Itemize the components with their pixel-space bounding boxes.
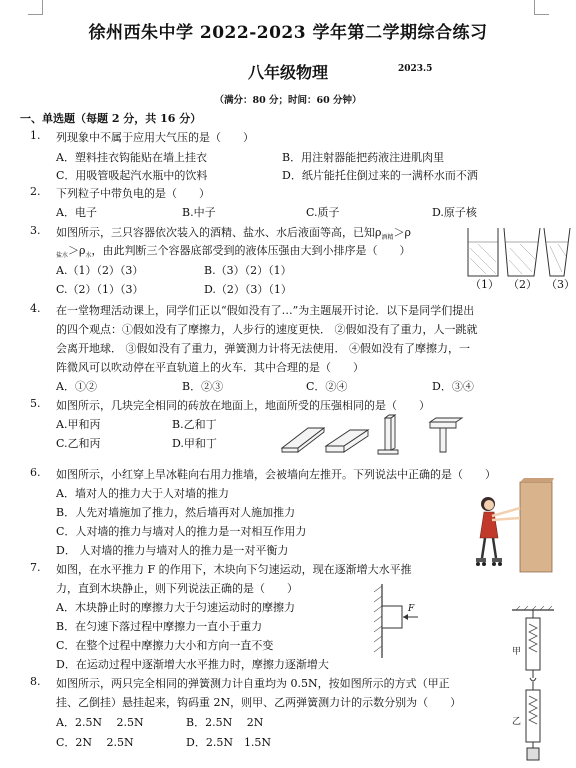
option-b: B.（3）（2）（1）	[204, 264, 292, 277]
wall	[520, 482, 552, 572]
crop-mark-left	[28, 0, 43, 15]
spring-scales-figure	[508, 606, 558, 764]
question-stem-line-2: 的四个观点：①假如没有了摩擦力，人步行的速度更快． ②假如没有了重力，人一跳就	[56, 323, 478, 336]
figure-label-2: （2）	[508, 278, 537, 291]
option-a: A.甲和丙	[56, 418, 101, 431]
block	[382, 606, 402, 628]
question-stem: 如图所示，小红穿上旱冰鞋向右用力推墙，会被墙向左推开。下列说法中正确的是（ ）	[56, 468, 496, 481]
girl-pushing-wall-figure	[458, 478, 554, 574]
question-stem-line-2: 挂、乙倒挂）悬挂起来，钩码重 2N，则甲、乙两弹簧测力计的示数分别为（ ）	[56, 696, 462, 709]
question-number: 8.	[30, 675, 41, 688]
option-a: A.（1）（2）（3）	[56, 264, 144, 277]
subscript: 盐水	[56, 252, 69, 260]
question-stem-line-1: 在一堂物理活动课上，同学们正以“假如没有了…”为主题展开讨论．以下是同学们提出	[56, 304, 475, 317]
container-1	[468, 228, 498, 276]
question-stem-line-1	[56, 224, 411, 241]
option-d: D． 人对墙的推力与墙对人的推力是一对平衡力	[56, 544, 289, 557]
question-stem-line-2	[56, 242, 411, 259]
option-a: A．①②	[56, 380, 97, 393]
figure-label-3: （3）	[546, 278, 575, 291]
option-a: A．墙对人的推力大于人对墙的推力	[56, 487, 229, 500]
question-number: 6.	[30, 466, 41, 479]
option-d: D.（2）（3）（1）	[204, 283, 292, 296]
option-d: D．纸片能托住倒过来的一满杯水而不洒	[282, 169, 478, 182]
question-number: 7.	[30, 561, 41, 574]
question-number: 1.	[30, 129, 41, 142]
bricks-figure	[278, 408, 470, 458]
page-subtitle: 八年级物理	[247, 63, 328, 82]
option-c: C．在整个过程中摩擦力大小和方向一直不变	[56, 639, 274, 652]
option-b: B．在匀速下落过程中摩擦力一直小于重力	[56, 620, 263, 633]
scale-label-jia: 甲	[512, 647, 522, 657]
question-stem-line-1: 如图所示，两只完全相同的弹簧测力计自重均为 0.5N，按如图所示的方式（甲正	[56, 677, 450, 690]
stem-text: 如图所示，三只容器依次装入的酒精、盐水、水后液面等高，已知ρ	[56, 226, 382, 239]
subscript: 水	[85, 252, 92, 260]
force-label: F	[408, 604, 415, 614]
stem-text: ，由此判断三个容器底部受到的液体压强由大到小排序是（ ）	[91, 244, 411, 257]
question-stem: 下列粒子中带负电的是（ ）	[56, 187, 210, 200]
option-d: D．③④	[432, 380, 474, 393]
option-c: C．用吸管吸起汽水瓶中的饮料	[56, 169, 208, 182]
page-title: 徐州西朱中学 2022-2023 学年第二学期综合练习	[88, 23, 488, 43]
question-number: 4.	[30, 302, 41, 315]
question-number: 3.	[30, 224, 41, 237]
option-c: C.质子	[306, 206, 340, 219]
question-number: 5.	[30, 397, 41, 410]
option-b: B.乙和丁	[172, 418, 217, 431]
container-2	[504, 228, 540, 276]
option-a: A．2.5N 2.5N	[56, 716, 144, 729]
question-stem: 列现象中不属于应用大气压的是（ ）	[56, 131, 254, 144]
crop-mark-right	[534, 0, 549, 15]
stem-text: ＞ρ	[393, 226, 411, 239]
subscript: 酒精	[381, 234, 394, 242]
option-c: C．人对墙的推力与墙对人的推力是一对相互作用力	[56, 525, 307, 538]
hook-weight	[527, 748, 539, 760]
option-c: C.乙和丙	[56, 437, 101, 450]
option-d: D.原子核	[432, 206, 477, 219]
option-a: A．塑料挂衣钩能贴在墙上挂衣	[56, 151, 207, 164]
option-d: D．2.5N 1.5N	[186, 736, 272, 749]
option-d: D.甲和丁	[172, 437, 217, 450]
score-time-info: （满分：80 分；时间：60 分钟）	[214, 95, 362, 106]
question-stem-line-3: 会离开地球． ③假如没有了重力，弹簧测力计将无法使用． ④假如没有了摩擦力，一	[56, 342, 470, 355]
option-b: B．人先对墙施加了推力，然后墙再对人施加推力	[56, 506, 296, 519]
girl-icon	[476, 497, 520, 566]
stem-text: ＞ρ	[68, 244, 86, 257]
option-c: C．2N 2.5N	[56, 736, 134, 749]
question-stem-line-2: 力，直到木块静止，则下列说法正确的是（ ）	[56, 582, 298, 595]
option-a: A．电子	[56, 206, 97, 219]
section-heading: 一、单选题（每题 2 分，共 16 分）	[20, 112, 202, 125]
question-stem-line-4: 阵微风可以吹动停在平直轨道上的火车．其中合理的是（ ）	[56, 361, 364, 374]
question-number: 2.	[30, 185, 41, 198]
question-stem-line-1: 如图，在水平推力 F 的作用下，木块向下匀速运动，现在逐渐增大水平推	[56, 563, 412, 576]
option-d: D．在运动过程中逐渐增大水平推力时，摩擦力逐渐增大	[56, 658, 329, 671]
figure-label-1: （1）	[470, 278, 499, 291]
block-on-wall-figure	[372, 582, 432, 660]
exam-date: 2023.5	[398, 64, 433, 74]
scale-label-yi: 乙	[512, 717, 522, 727]
option-b: B.中子	[182, 206, 216, 219]
option-a: A．木块静止时的摩擦力大于匀速运动时的摩擦力	[56, 601, 295, 614]
option-c: C.（2）（1）（3）	[56, 283, 144, 296]
option-b: B．②③	[182, 380, 224, 393]
option-c: C．②④	[306, 380, 348, 393]
option-b: B．用注射器能把药液注进肌肉里	[282, 151, 445, 164]
container-3	[544, 228, 570, 276]
question-stem: 如图所示，几块完全相同的砖放在地面上，地面所受的压强相同的是（ ）	[56, 399, 430, 412]
option-b: B．2.5N 2N	[186, 716, 264, 729]
